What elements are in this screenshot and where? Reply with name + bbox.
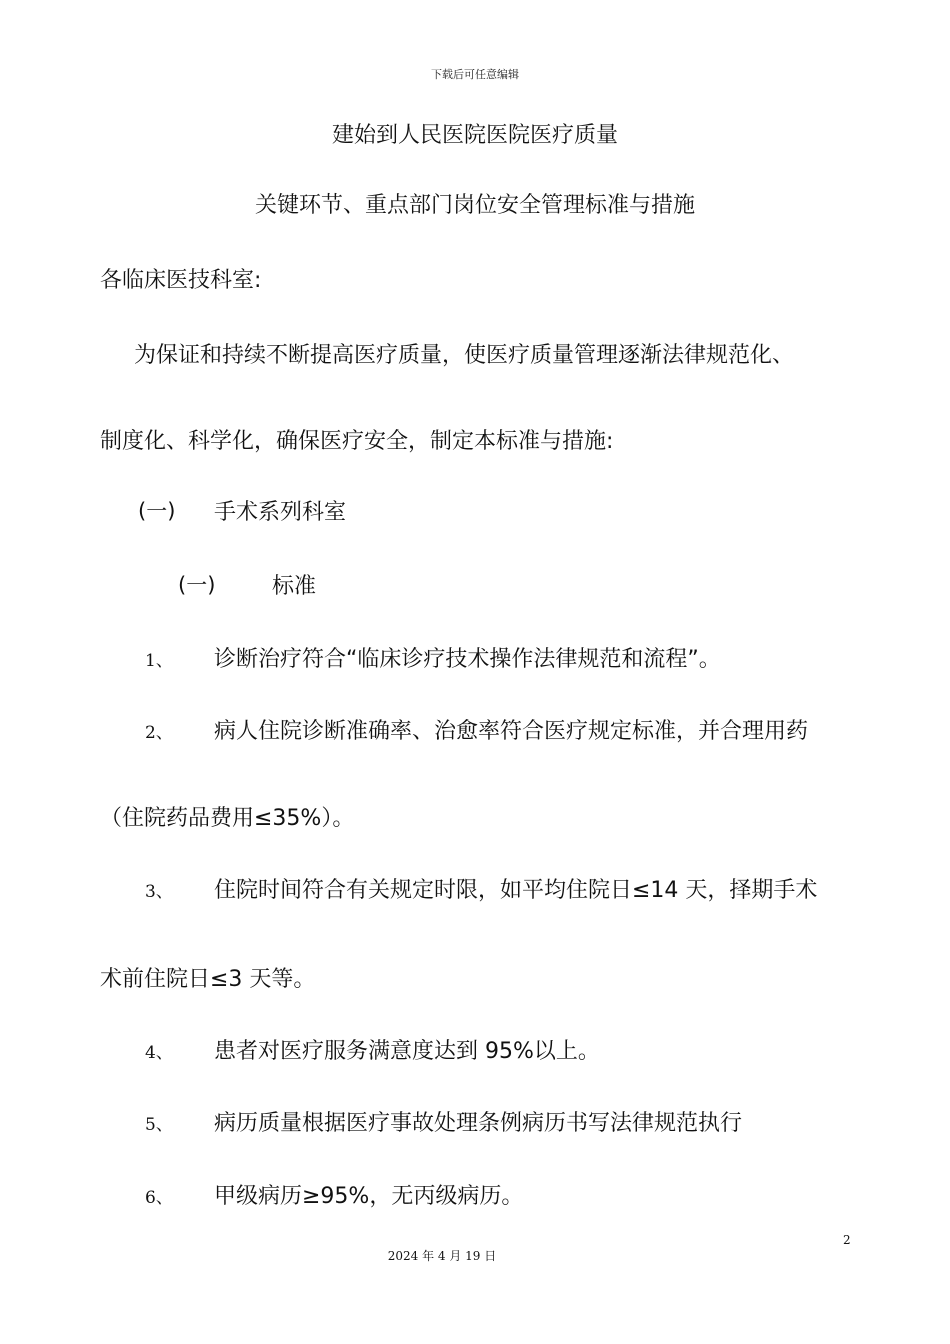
list-item-text: 诊断治疗符合“临床诊疗技术操作法律规范和流程”。 xyxy=(214,647,721,672)
list-item-number: 1、 xyxy=(145,651,173,671)
list-item-number: 3、 xyxy=(145,882,173,902)
list-item-number: 6、 xyxy=(145,1188,173,1208)
page-header: 下载后可任意编辑 xyxy=(431,68,519,81)
page-number: 2 xyxy=(843,1233,851,1247)
list-item-text: 病人住院诊断准确率、治愈率符合医疗规定标准，并合理用药 xyxy=(214,719,809,744)
document-title-line2: 关键环节、重点部门岗位安全管理标准与措施 xyxy=(254,193,695,218)
subsection-number: (一) xyxy=(178,573,216,597)
list-item-text: 患者对医疗服务满意度达到 95%以上。 xyxy=(214,1039,600,1064)
document-title-line1: 建始到人民医院医院医疗质量 xyxy=(331,123,618,148)
intro-line2: 制度化、科学化，确保医疗安全，制定本标准与措施: xyxy=(100,429,614,454)
intro-line1: 为保证和持续不断提高医疗质量，使医疗质量管理逐渐法律规范化、 xyxy=(134,343,795,368)
list-item-number: 4、 xyxy=(145,1043,173,1063)
subsection-title: 标准 xyxy=(272,574,317,599)
list-item-continuation: 术前住院日≤3 天等。 xyxy=(100,967,316,992)
list-item-text: 甲级病历≥95%，无丙级病历。 xyxy=(214,1184,524,1209)
salutation: 各临床医技科室: xyxy=(100,268,262,293)
section-title: 手术系列科室 xyxy=(214,500,347,525)
section-number: (一) xyxy=(138,499,176,523)
list-item-number: 5、 xyxy=(145,1115,173,1135)
list-item-number: 2、 xyxy=(145,723,173,743)
list-item-text: 病历质量根据医疗事故处理条例病历书写法律规范执行 xyxy=(214,1111,743,1136)
footer-date: 2024 年 4 月 19 日 xyxy=(387,1249,497,1263)
list-item-text: 住院时间符合有关规定时限，如平均住院日≤14 天，择期手术 xyxy=(214,878,818,903)
list-item-continuation: （住院药品费用≤35%）。 xyxy=(100,806,355,831)
